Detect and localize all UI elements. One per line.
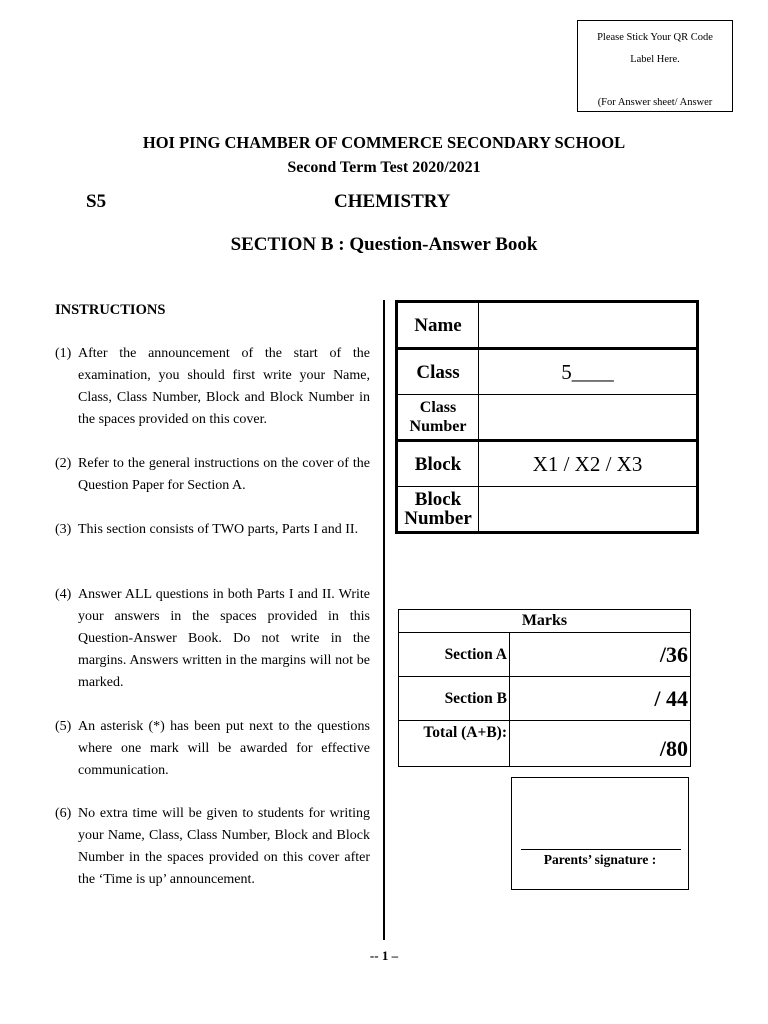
name-row — [397, 302, 698, 349]
instruction-text: Refer to the general instructions on the cover of the Question Paper for Section A. — [78, 456, 370, 493]
qr-code-label-box — [577, 20, 733, 112]
name-field[interactable] — [479, 302, 698, 349]
parents-signature-box[interactable] — [511, 777, 689, 890]
name-label: Name — [397, 302, 479, 349]
class-number-label — [397, 395, 479, 441]
marks-header-row — [399, 610, 691, 633]
term-title: Second Term Test 2020/2021 — [287, 159, 481, 176]
total-marks: /80 — [510, 721, 691, 767]
class-label: Class — [397, 349, 479, 395]
section-b-row — [399, 677, 691, 721]
class-field[interactable]: 5____ — [479, 349, 698, 395]
class-number-label-line-2: Number — [409, 418, 467, 435]
section-a-marks: /36 — [510, 633, 691, 677]
subject-title: CHEMISTRY — [334, 191, 451, 212]
instruction-text: No extra time will be given to students for writing your Name, Class, Class Number, Block and Block Number in the spaces provided on this cover after the ‘Time is up’ announcement. — [78, 806, 370, 887]
instruction-number: (4) — [55, 587, 72, 602]
page-number: -- 1 – — [369, 948, 399, 963]
block-number-row — [397, 487, 698, 533]
signature-line — [521, 849, 681, 850]
qr-box-line-2: Label Here. — [630, 54, 680, 65]
block-number-label — [397, 487, 479, 533]
section-a-row — [399, 633, 691, 677]
instruction-number: (5) — [55, 719, 72, 734]
block-row — [397, 441, 698, 487]
column-divider — [383, 300, 385, 940]
instruction-text: After the announcement of the start of the examination, you should first write your Name, Class, Class Number, Block and Block Number in the spaces provided on this cover. — [78, 346, 370, 427]
section-a-label: Section A — [399, 633, 510, 677]
instruction-number: (2) — [55, 456, 72, 471]
qr-box-line-3: (For Answer sheet/ Answer — [597, 97, 713, 108]
total-row — [399, 721, 691, 767]
instruction-text: This section consists of TWO parts, Parts I and II. — [78, 522, 359, 537]
class-number-label-line-1: Class — [419, 399, 457, 416]
student-info-table — [395, 300, 699, 534]
class-row — [397, 349, 698, 395]
school-name: HOI PING CHAMBER OF COMMERCE SECONDARY SCHOOL — [142, 133, 626, 152]
total-label: Total (A+B): — [399, 721, 510, 767]
instructions-heading: INSTRUCTIONS — [55, 302, 166, 318]
marks-header: Marks — [399, 610, 691, 633]
parents-signature-label: Parents’ signature : — [543, 852, 657, 867]
qr-box-line-1: Please Stick Your QR Code — [597, 32, 713, 43]
instruction-number: (3) — [55, 522, 72, 537]
block-field[interactable]: X1 / X2 / X3 — [479, 441, 698, 487]
marks-table — [398, 609, 691, 767]
instruction-number: (1) — [55, 346, 72, 361]
section-b-label: Section B — [399, 677, 510, 721]
section-b-marks: / 44 — [510, 677, 691, 721]
instruction-text: Answer ALL questions in both Parts I and II. Write your answers in the spaces provided in this Question-Answer Book. Do not write in the margins. Answers written in the margins will not be marked. — [78, 587, 370, 690]
form-level: S5 — [86, 191, 107, 212]
block-number-label-line-1: Block — [414, 489, 462, 510]
class-number-field[interactable] — [479, 395, 698, 441]
class-number-row — [397, 395, 698, 441]
block-number-label-line-2: Number — [404, 508, 472, 529]
instruction-text: An asterisk (*) has been put next to the questions where one mark will be awarded for effective communication. — [78, 719, 370, 778]
instruction-number: (6) — [55, 806, 72, 821]
block-label: Block — [397, 441, 479, 487]
block-number-field[interactable] — [479, 487, 698, 533]
section-title: SECTION B : Question-Answer Book — [230, 234, 538, 255]
